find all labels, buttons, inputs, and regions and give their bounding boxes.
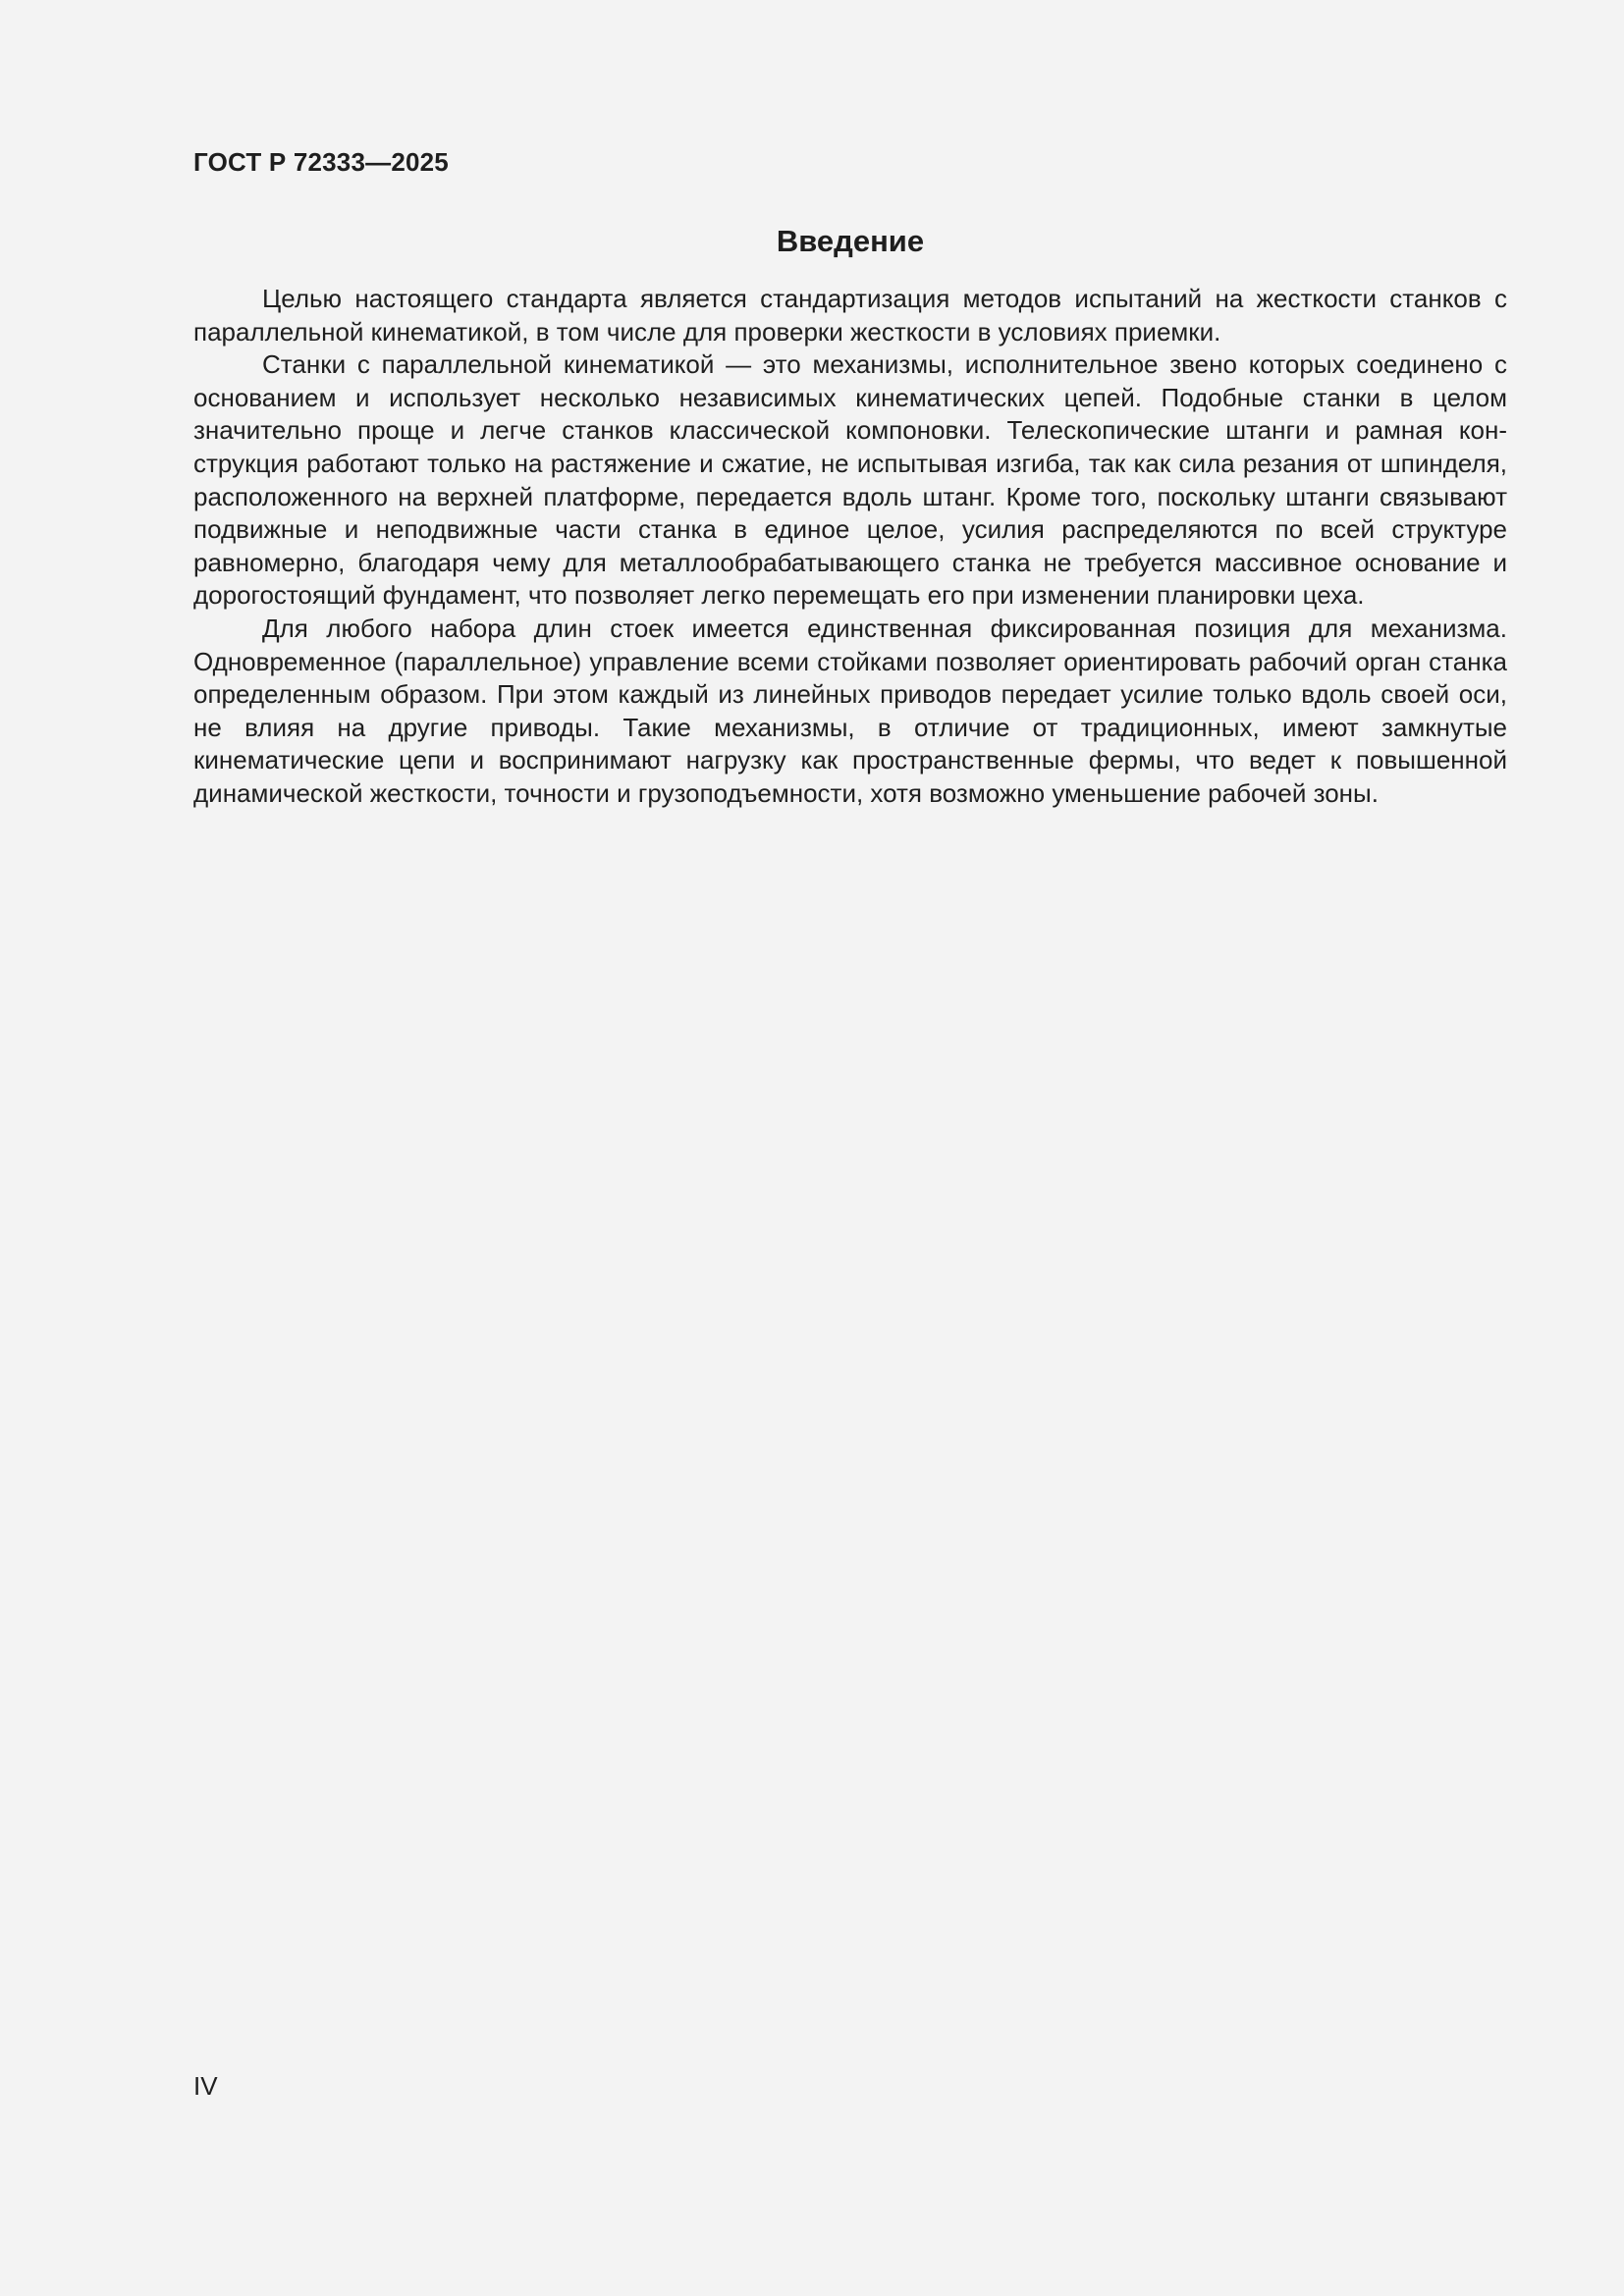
page-number: IV	[193, 2071, 218, 2101]
paragraph-strut-lengths: Для любого набора длин стоек имеется единственная фиксированная позиция для механизма. Одновременное (параллельное) управление всеми стойками позволяет ориентировать рабочий орган станка определенным образом. При этом каждый из линейных приводов передает усилие только вдоль своей оси, не влияя на другие приводы. Такие механизмы, в отличие от традиционных, имеют замкнутые кинематические цепи и воспринимают нагрузку как пространственные фермы, что ведет к повышенной динамической жесткости, точности и грузоподъемности, хотя возможно уменьшение рабочей зоны.	[193, 613, 1507, 808]
introduction-body	[193, 283, 1507, 811]
paragraph-purpose: Целью настоящего стандарта является стандартизация методов испытаний на жесткости станков с параллельной кинематикой, в том числе для проверки жесткости в условиях приемки.	[193, 284, 1507, 347]
paragraph-parallel-kinematics: Станки с параллельной кинематикой — это механизмы, исполнительное звено которых соединено с основанием и использует несколько независимых кинематических цепей. Подобные станки в целом значительно проще и легче станков классической компоновки. Телескопические штанги и рамная конструкция работают только на растяжение и сжатие, не испытывая изгиба, так как сила резания от шпинделя, расположенного на верхней платформе, передается вдоль штанг. Кроме того, поскольку штанги связывают подвижные и неподвижные части станка в единое целое, усилия распределяются по всей структуре равномерно, благодаря чему для металлообрабатывающего станка не требуется массивное основание и дорогостоящий фундамент, что позволяет легко перемещать его при изменении планировки цеха.	[193, 349, 1507, 611]
section-title-introduction: Введение	[776, 224, 925, 258]
standard-designation-header: ГОСТ Р 72333—2025	[193, 147, 449, 177]
